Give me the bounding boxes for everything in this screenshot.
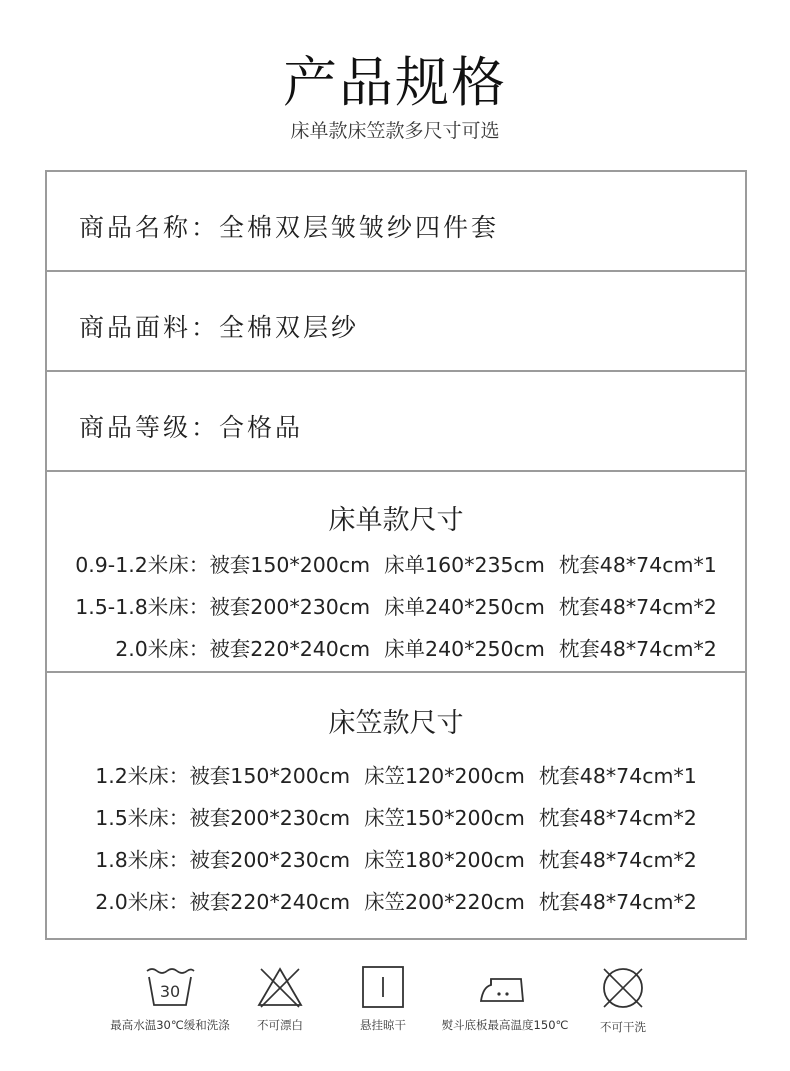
bed-size: 2.0米床： [95, 890, 190, 914]
bed-size: 1.5米床： [95, 806, 190, 830]
sheet-size: 床笠120*200cm [364, 764, 525, 788]
care-label: 熨斗底板最高温度150℃ [441, 1018, 569, 1032]
fitted-size-line [47, 801, 745, 831]
product-fabric-text: 商品面料：全棉双层纱 [79, 313, 360, 342]
quilt-size: 被套220*240cm [189, 890, 351, 914]
care-label: 不可干洗 [600, 1020, 646, 1034]
quilt-size: 被套200*230cm [209, 595, 371, 619]
sheet-size: 床笠180*200cm [364, 848, 525, 872]
care-item-no-bleach [230, 965, 330, 1033]
spec-row-name [47, 172, 745, 272]
bed-size: 2.0米床： [115, 637, 210, 661]
product-grade-text: 商品等级：合格品 [79, 413, 304, 442]
hang-dry-icon [358, 965, 408, 1009]
bed-size: 1.5-1.8米床： [75, 595, 210, 619]
care-item-iron [430, 965, 580, 1033]
care-item-hang-dry [333, 965, 433, 1033]
sheet-size: 床笠150*200cm [364, 806, 525, 830]
care-label: 不可漂白 [257, 1018, 303, 1032]
wash-temperature-number: 30 [159, 982, 181, 1001]
care-label: 悬挂晾干 [360, 1018, 406, 1032]
sheet-size-section [47, 472, 745, 673]
wash-30-icon [144, 965, 196, 1009]
care-item-no-dry-clean [573, 965, 673, 1035]
spec-row-fabric [47, 272, 745, 372]
quilt-size: 被套150*200cm [189, 764, 351, 788]
fitted-size-line [47, 885, 745, 915]
sheet-size: 床单240*250cm [384, 595, 545, 619]
product-name-text: 商品名称：全棉双层皱皱纱四件套 [79, 213, 500, 242]
spec-row-grade [47, 372, 745, 472]
sheet-section-title: 床单款尺寸 [328, 505, 464, 536]
quilt-size: 被套200*230cm [189, 806, 351, 830]
spec-table [45, 170, 747, 940]
sheet-size-line [47, 632, 745, 662]
page-subtitle: 床单款床笠款多尺寸可选 [290, 120, 500, 142]
bed-size: 1.2米床： [95, 764, 190, 788]
no-dry-clean-icon [598, 965, 648, 1011]
pillow-size: 枕套48*74cm*2 [558, 595, 717, 619]
pillow-size: 枕套48*74cm*2 [538, 848, 697, 872]
fitted-section-title: 床笠款尺寸 [328, 708, 464, 739]
iron-medium-icon [475, 965, 535, 1009]
care-instructions [0, 965, 790, 1055]
fitted-size-section [47, 673, 745, 938]
pillow-size: 枕套48*74cm*1 [558, 553, 717, 577]
bed-size: 0.9-1.2米床： [75, 553, 210, 577]
sheet-size-line [47, 590, 745, 620]
page-title: 产品规格 [283, 51, 507, 114]
sheet-size-line [47, 548, 745, 578]
sheet-size: 床单160*235cm [384, 553, 545, 577]
care-item-wash [100, 965, 240, 1033]
sheet-size: 床单240*250cm [384, 637, 545, 661]
fitted-size-line [47, 843, 745, 873]
quilt-size: 被套220*240cm [209, 637, 371, 661]
pillow-size: 枕套48*74cm*2 [538, 890, 697, 914]
pillow-size: 枕套48*74cm*2 [558, 637, 717, 661]
care-label: 最高水温30℃缓和洗涤 [110, 1018, 230, 1032]
quilt-size: 被套150*200cm [209, 553, 371, 577]
pillow-size: 枕套48*74cm*1 [538, 764, 697, 788]
fitted-size-line [47, 759, 745, 789]
bed-size: 1.8米床： [95, 848, 190, 872]
sheet-size: 床笠200*220cm [364, 890, 525, 914]
pillow-size: 枕套48*74cm*2 [538, 806, 697, 830]
quilt-size: 被套200*230cm [189, 848, 351, 872]
no-bleach-icon [255, 965, 305, 1009]
